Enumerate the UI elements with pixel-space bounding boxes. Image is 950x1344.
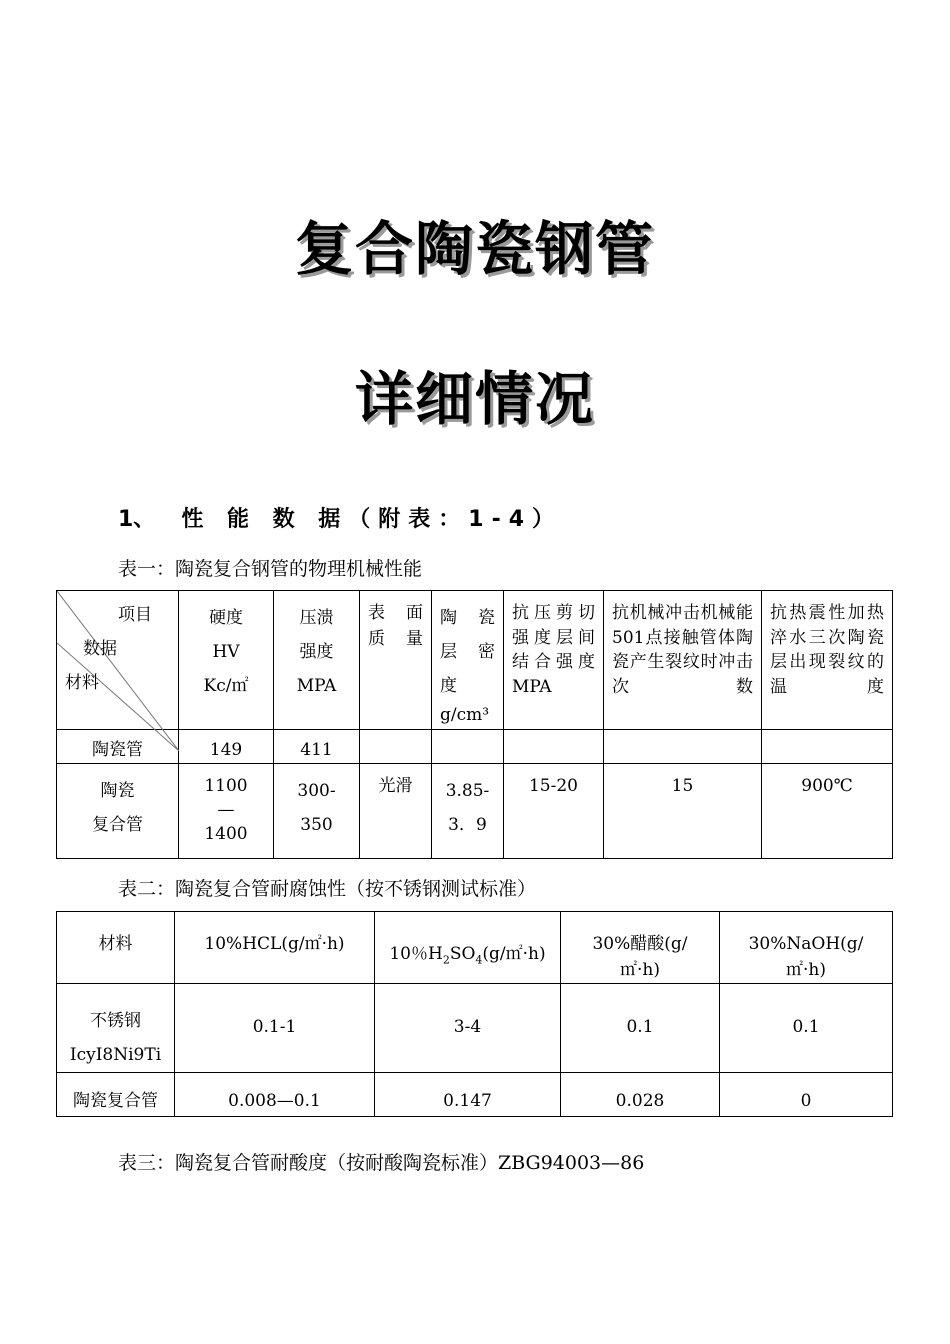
table-row	[57, 1073, 893, 1117]
header-thermal-shock: 抗热震性加热淬水三次陶瓷层出现裂纹的温度	[762, 591, 893, 730]
cell-shear	[504, 729, 604, 764]
header-surface-quality: 表 面 质量	[360, 591, 432, 730]
table1-caption: 表一：陶瓷复合钢管的物理机械性能	[118, 558, 423, 580]
table3-caption: 表三：陶瓷复合管耐酸度（按耐酸陶瓷标准）ZBG94003—86	[118, 1152, 645, 1174]
section-text: 性 能 数 据（附表：1-4）	[181, 507, 563, 532]
cell-material: 陶瓷复合管	[57, 1073, 175, 1117]
cell-acetic: 0.1	[561, 984, 720, 1073]
cell-naoh: 0.1	[720, 984, 893, 1073]
table-row	[57, 984, 893, 1073]
header-acetic-acid: 30%醋酸(g/㎡·h)	[561, 912, 720, 984]
cell-material: 陶瓷 复合管	[57, 764, 179, 859]
cell-thermal: 900℃	[762, 764, 893, 859]
table-row	[57, 729, 893, 764]
table-row	[57, 764, 893, 859]
cell-surface	[360, 729, 432, 764]
table2-header-row	[57, 912, 893, 984]
cell-h2so4: 3-4	[375, 984, 561, 1073]
cell-shear: 15-20	[504, 764, 604, 859]
cell-crush: 300- 350	[274, 764, 360, 859]
header-ceramic-density: 陶 瓷 层 密 度 g/cm³	[432, 591, 504, 730]
header-crush-strength: 压溃 强度 MPA	[274, 591, 360, 730]
corner-label-material: 材料	[65, 673, 99, 693]
cell-crush: 411	[274, 729, 360, 764]
header-hcl: 10%HCL(g/㎡·h)	[175, 912, 375, 984]
table2-caption: 表二：陶瓷复合管耐腐蚀性（按不锈钢测试标准）	[118, 878, 537, 900]
header-hardness: 硬度 HV Kc/㎡	[179, 591, 274, 730]
cell-hardness: 149	[179, 729, 274, 764]
cell-surface: 光滑	[360, 764, 432, 859]
section-number: 1、	[118, 507, 156, 532]
corner-label-item: 项目	[118, 605, 152, 625]
corner-label-data: 数据	[83, 639, 117, 659]
cell-naoh: 0	[720, 1073, 893, 1117]
cell-acetic: 0.028	[561, 1073, 720, 1117]
cell-hardness: 1100—1400	[179, 764, 274, 859]
table1-header-row	[57, 591, 893, 730]
cell-hcl: 0.1-1	[175, 984, 375, 1073]
cell-h2so4: 0.147	[375, 1073, 561, 1117]
cell-density	[432, 729, 504, 764]
header-shear-strength: 抗压剪切强度层间结合强度MPA	[504, 591, 604, 730]
corrosion-resistance-table	[56, 911, 893, 1117]
section-heading	[118, 502, 562, 533]
cell-density: 3.85- 3．9	[432, 764, 504, 859]
header-material: 材料	[57, 912, 175, 984]
cell-impact	[604, 729, 762, 764]
document-subtitle: 详细情况	[354, 365, 595, 433]
table1-corner-cell	[57, 591, 179, 730]
document-title: 复合陶瓷钢管	[294, 215, 655, 283]
cell-material: 不锈钢 IcyI8Ni9Ti	[57, 984, 175, 1073]
cell-thermal	[762, 729, 893, 764]
header-h2so4: 10％$H_2SO_4(g/㎡\cdot h)$	[375, 912, 561, 984]
header-naoh: 30%NaOH(g/㎡·h)	[720, 912, 893, 984]
cell-material: 陶瓷管	[57, 729, 179, 764]
cell-hcl: 0.008—0.1	[175, 1073, 375, 1117]
header-impact-resistance: 抗机械冲击机械能501点接触管体陶瓷产生裂纹时冲击次数	[604, 591, 762, 730]
physical-properties-table	[56, 590, 893, 859]
cell-impact: 15	[604, 764, 762, 859]
